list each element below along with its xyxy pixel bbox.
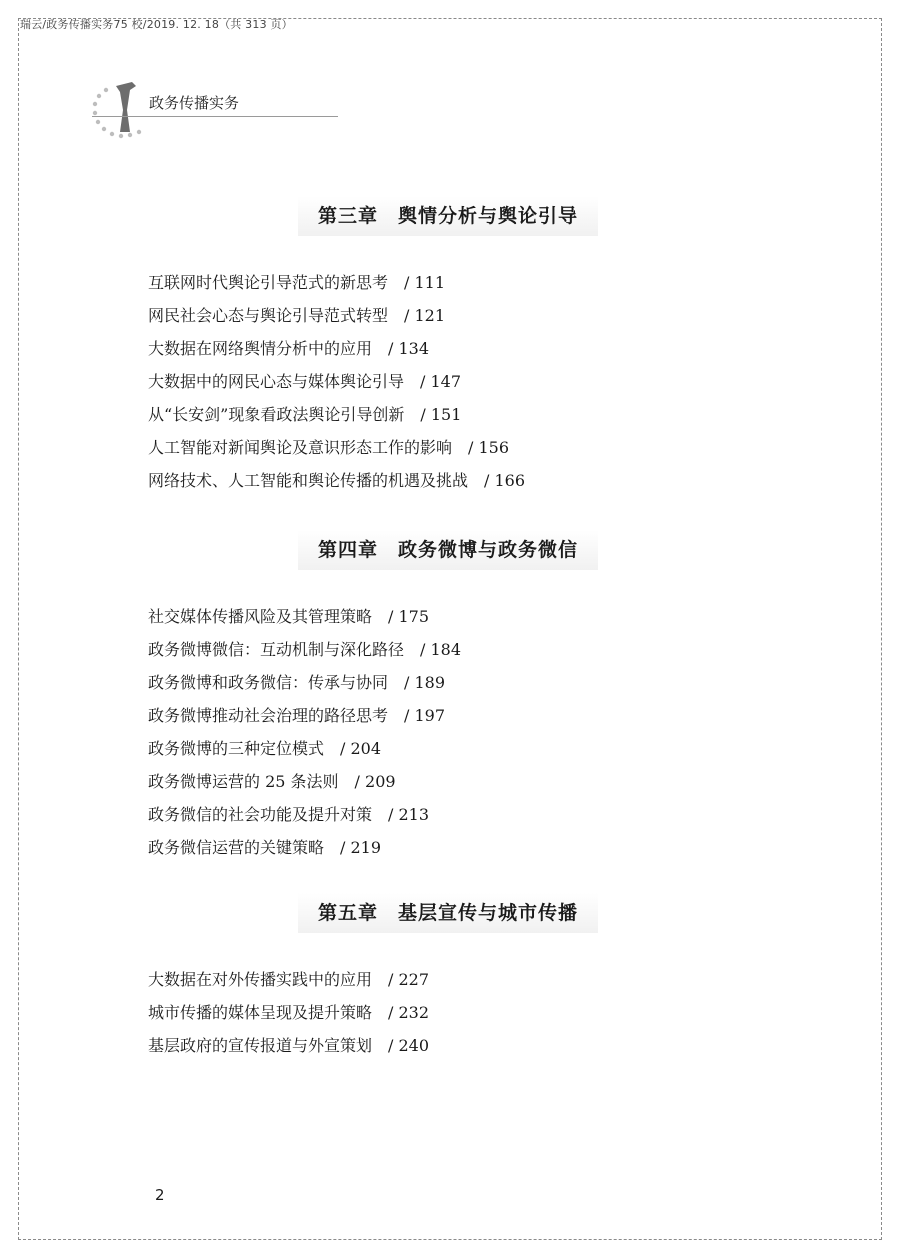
entry-title: 城市传播的媒体呈现及提升策略: [148, 1003, 373, 1022]
entry-page: / 204: [340, 739, 382, 758]
entry-page: / 189: [404, 673, 446, 692]
toc-entry: [148, 831, 598, 864]
header-rule: [92, 116, 338, 117]
toc-entry: [148, 299, 598, 332]
entry-title: 政务微博运营的 25 条法则: [148, 772, 339, 791]
print-slug: 瑞云/政务传播实务75 校/2019. 12. 18（共 313 页）: [20, 18, 293, 31]
toc-entry: [148, 464, 598, 497]
entry-page: / 175: [388, 607, 430, 626]
entry-title: 政务微博微信：互动机制与深化路径: [148, 640, 405, 659]
entry-page: / 227: [388, 970, 430, 989]
entry-title: 网民社会心态与舆论引导范式转型: [148, 306, 389, 325]
toc-entry: [148, 765, 598, 798]
entry-page: / 111: [404, 273, 446, 292]
chapter-entries: [148, 266, 598, 497]
chapter-entries: [148, 963, 598, 1062]
entry-page: / 134: [388, 339, 430, 358]
chapter-5: [148, 893, 598, 1062]
toc-entry: [148, 332, 598, 365]
entry-title: 基层政府的宣传报道与外宣策划: [148, 1036, 373, 1055]
toc-entry: [148, 996, 598, 1029]
entry-page: / 147: [420, 372, 462, 391]
entry-page: / 156: [468, 438, 510, 457]
entry-page: / 166: [484, 471, 526, 490]
entry-title: 政务微信的社会功能及提升对策: [148, 805, 373, 824]
emblem-icon: [92, 80, 172, 150]
entry-page: / 219: [340, 838, 382, 857]
toc-entry: [148, 365, 598, 398]
entry-page: / 240: [388, 1036, 430, 1055]
entry-title: 政务微博和政务微信：传承与协同: [148, 673, 389, 692]
entry-page: / 213: [388, 805, 430, 824]
chapter-3: [148, 196, 598, 497]
entry-page: / 184: [420, 640, 462, 659]
entry-page: / 121: [404, 306, 446, 325]
chapter-title: 第三章 舆情分析与舆论引导: [298, 196, 598, 236]
toc-entry: [148, 732, 598, 765]
entry-title: 政务微信运营的关键策略: [148, 838, 325, 857]
entry-title: 从“长安剑”现象看政法舆论引导创新: [148, 405, 405, 424]
entry-page: / 209: [354, 772, 396, 791]
toc-entry: [148, 798, 598, 831]
toc-entry: [148, 1029, 598, 1062]
toc-entry: [148, 699, 598, 732]
entry-title: 人工智能对新闻舆论及意识形态工作的影响: [148, 438, 453, 457]
entry-title: 政务微博推动社会治理的路径思考: [148, 706, 389, 725]
entry-title: 互联网时代舆论引导范式的新思考: [148, 273, 389, 292]
chapter-title: 第四章 政务微博与政务微信: [298, 530, 598, 570]
entry-title: 网络技术、人工智能和舆论传播的机遇及挑战: [148, 471, 469, 490]
running-header: [92, 80, 342, 150]
toc-entry: [148, 963, 598, 996]
entry-page: / 151: [420, 405, 462, 424]
toc-entry: [148, 431, 598, 464]
entry-title: 大数据在对外传播实践中的应用: [148, 970, 373, 989]
running-header-title: 政务传播实务: [149, 94, 240, 112]
toc-entry: [148, 666, 598, 699]
chapter-4: [148, 530, 598, 864]
entry-page: / 232: [388, 1003, 430, 1022]
entry-title: 大数据在网络舆情分析中的应用: [148, 339, 373, 358]
chapter-title: 第五章 基层宣传与城市传播: [298, 893, 598, 933]
toc-entry: [148, 633, 598, 666]
entry-title: 政务微博的三种定位模式: [148, 739, 325, 758]
entry-page: / 197: [404, 706, 446, 725]
toc-entry: [148, 600, 598, 633]
entry-title: 社交媒体传播风险及其管理策略: [148, 607, 373, 626]
toc-entry: [148, 398, 598, 431]
toc-entry: [148, 266, 598, 299]
chapter-entries: [148, 600, 598, 864]
entry-title: 大数据中的网民心态与媒体舆论引导: [148, 372, 405, 391]
page-number: 2: [155, 1186, 165, 1204]
